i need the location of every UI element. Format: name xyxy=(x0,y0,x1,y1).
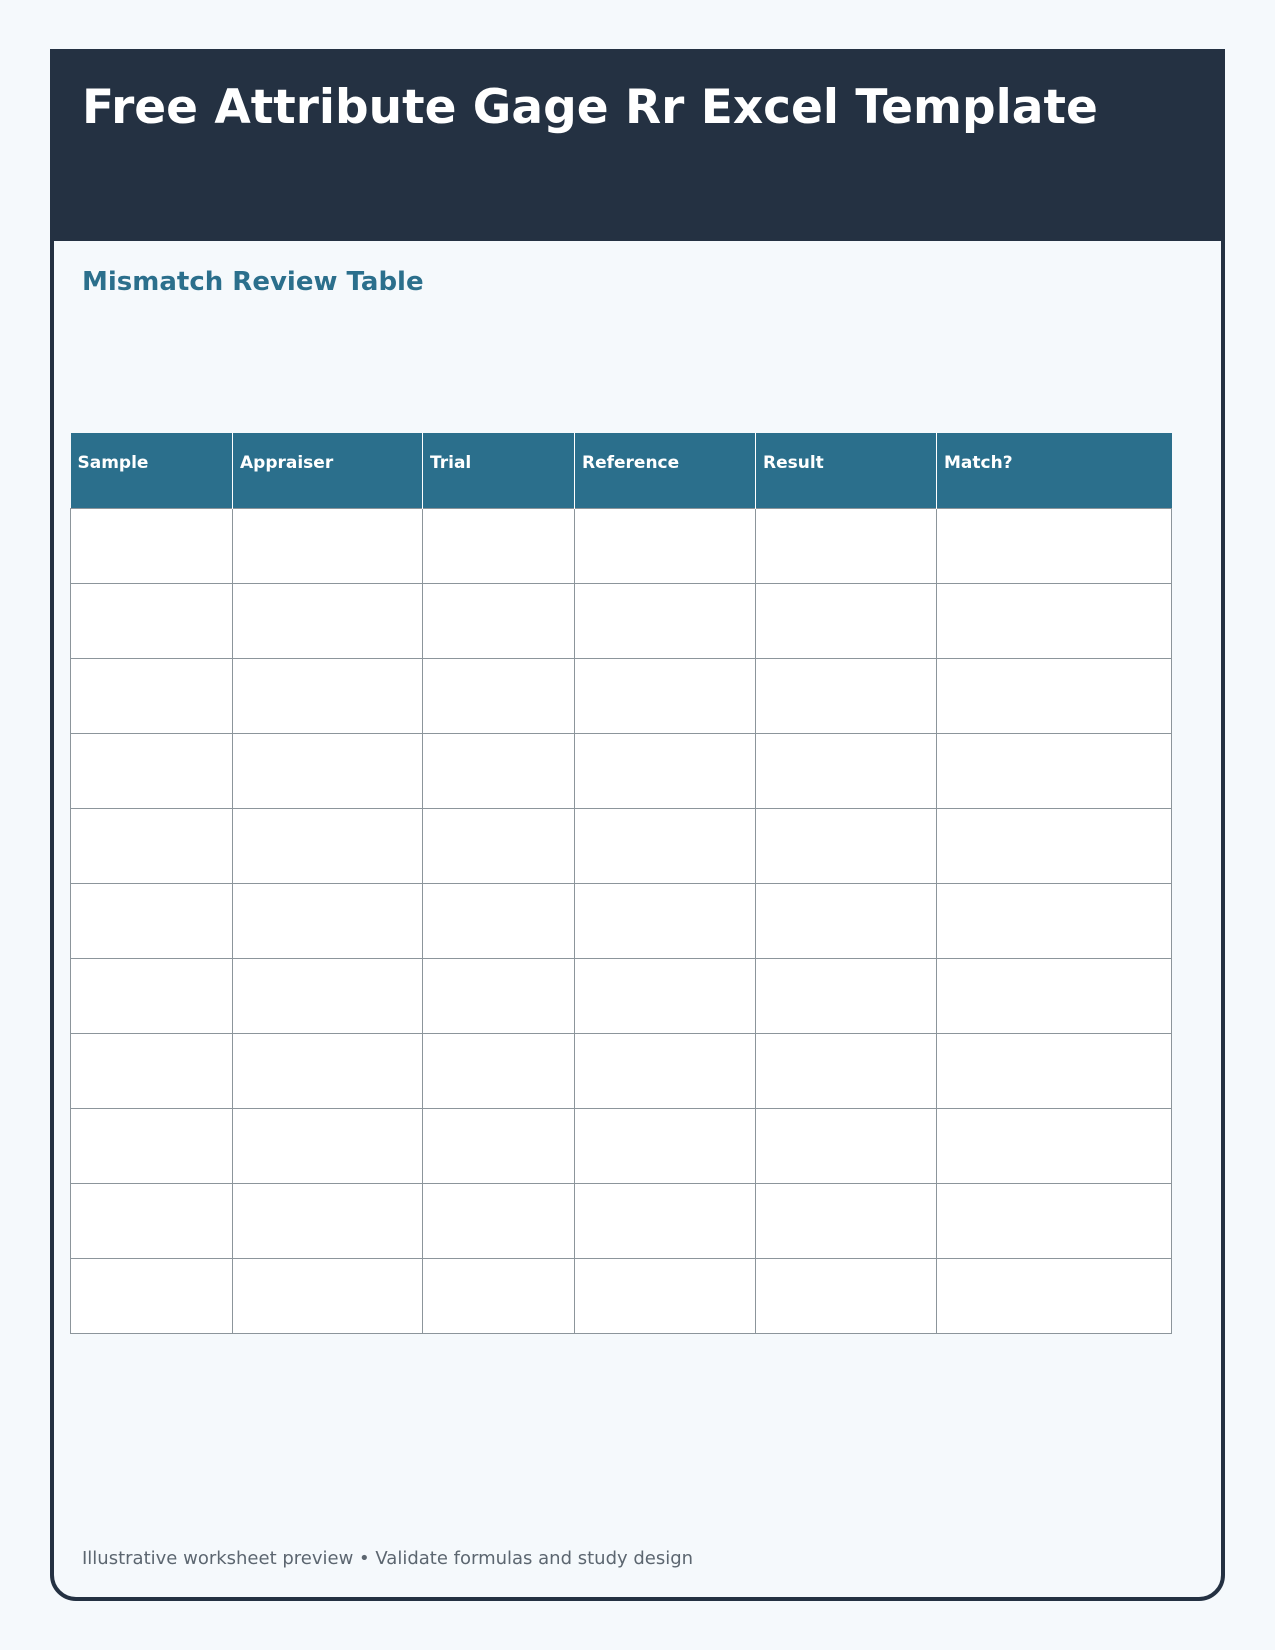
table-cell[interactable] xyxy=(71,1183,233,1258)
column-header-result: Result xyxy=(756,433,937,508)
table-cell[interactable] xyxy=(71,1033,233,1108)
table-cell[interactable] xyxy=(756,883,937,958)
column-header-trial: Trial xyxy=(423,433,575,508)
page-title: Free Attribute Gage Rr Excel Template xyxy=(82,80,1098,135)
table-cell[interactable] xyxy=(575,733,756,808)
table-cell[interactable] xyxy=(423,733,575,808)
table-cell[interactable] xyxy=(233,583,423,658)
table-cell[interactable] xyxy=(937,808,1172,883)
table-cell[interactable] xyxy=(937,658,1172,733)
table-cell[interactable] xyxy=(233,658,423,733)
table-cell[interactable] xyxy=(233,508,423,583)
table-cell[interactable] xyxy=(575,1183,756,1258)
table-row xyxy=(71,1033,1172,1108)
mismatch-review-table xyxy=(70,433,1172,1334)
title-banner xyxy=(54,53,1221,241)
column-header-match: Match? xyxy=(937,433,1172,508)
table-cell[interactable] xyxy=(233,733,423,808)
table-cell[interactable] xyxy=(756,1183,937,1258)
table-cell[interactable] xyxy=(423,583,575,658)
table-cell[interactable] xyxy=(233,1033,423,1108)
table-cell[interactable] xyxy=(937,733,1172,808)
table-row xyxy=(71,658,1172,733)
table-cell[interactable] xyxy=(423,508,575,583)
column-header-sample: Sample xyxy=(71,433,233,508)
table-cell[interactable] xyxy=(423,958,575,1033)
table-cell[interactable] xyxy=(575,658,756,733)
table-cell[interactable] xyxy=(575,1108,756,1183)
table-cell[interactable] xyxy=(756,658,937,733)
table-cell[interactable] xyxy=(756,958,937,1033)
table-row xyxy=(71,1108,1172,1183)
table-cell[interactable] xyxy=(71,658,233,733)
table-cell[interactable] xyxy=(756,1108,937,1183)
section-title: Mismatch Review Table xyxy=(82,267,424,297)
table-cell[interactable] xyxy=(937,583,1172,658)
table-cell[interactable] xyxy=(937,883,1172,958)
table-row xyxy=(71,883,1172,958)
table-body xyxy=(71,508,1172,1333)
table-cell[interactable] xyxy=(71,733,233,808)
table-cell[interactable] xyxy=(71,808,233,883)
table-cell[interactable] xyxy=(575,1033,756,1108)
table-cell[interactable] xyxy=(71,1258,233,1333)
table-cell[interactable] xyxy=(937,1258,1172,1333)
table-cell[interactable] xyxy=(575,808,756,883)
table-cell[interactable] xyxy=(423,1108,575,1183)
table-row xyxy=(71,1183,1172,1258)
table-cell[interactable] xyxy=(423,1033,575,1108)
table-row xyxy=(71,1258,1172,1333)
table-cell[interactable] xyxy=(937,508,1172,583)
column-header-appraiser: Appraiser xyxy=(233,433,423,508)
table-row xyxy=(71,958,1172,1033)
table-cell[interactable] xyxy=(937,1108,1172,1183)
table-cell[interactable] xyxy=(71,958,233,1033)
table-cell[interactable] xyxy=(423,1258,575,1333)
table-row xyxy=(71,583,1172,658)
table-cell[interactable] xyxy=(233,883,423,958)
column-header-reference: Reference xyxy=(575,433,756,508)
table-row xyxy=(71,808,1172,883)
table-cell[interactable] xyxy=(575,883,756,958)
table-cell[interactable] xyxy=(233,958,423,1033)
table-row xyxy=(71,508,1172,583)
table-cell[interactable] xyxy=(756,1258,937,1333)
table-row xyxy=(71,733,1172,808)
table-cell[interactable] xyxy=(233,1183,423,1258)
table-cell[interactable] xyxy=(423,883,575,958)
footer-note: Illustrative worksheet preview • Validate formulas and study design xyxy=(82,1548,694,1569)
table-cell[interactable] xyxy=(937,958,1172,1033)
table-cell[interactable] xyxy=(233,1108,423,1183)
table-cell[interactable] xyxy=(575,958,756,1033)
table-cell[interactable] xyxy=(575,583,756,658)
table-cell[interactable] xyxy=(756,808,937,883)
table-cell[interactable] xyxy=(756,733,937,808)
table-cell[interactable] xyxy=(233,1258,423,1333)
table-cell[interactable] xyxy=(756,583,937,658)
table-cell[interactable] xyxy=(233,808,423,883)
table-cell[interactable] xyxy=(937,1183,1172,1258)
table-cell[interactable] xyxy=(937,1033,1172,1108)
worksheet-card xyxy=(50,49,1225,1601)
table-cell[interactable] xyxy=(71,583,233,658)
table-cell[interactable] xyxy=(71,883,233,958)
table-cell[interactable] xyxy=(575,1258,756,1333)
table-cell[interactable] xyxy=(71,1108,233,1183)
table-header-row xyxy=(71,433,1172,508)
table-cell[interactable] xyxy=(423,1183,575,1258)
table-cell[interactable] xyxy=(71,508,233,583)
table-cell[interactable] xyxy=(756,508,937,583)
table-cell[interactable] xyxy=(423,808,575,883)
table-cell[interactable] xyxy=(423,658,575,733)
table-cell[interactable] xyxy=(575,508,756,583)
table-cell[interactable] xyxy=(756,1033,937,1108)
